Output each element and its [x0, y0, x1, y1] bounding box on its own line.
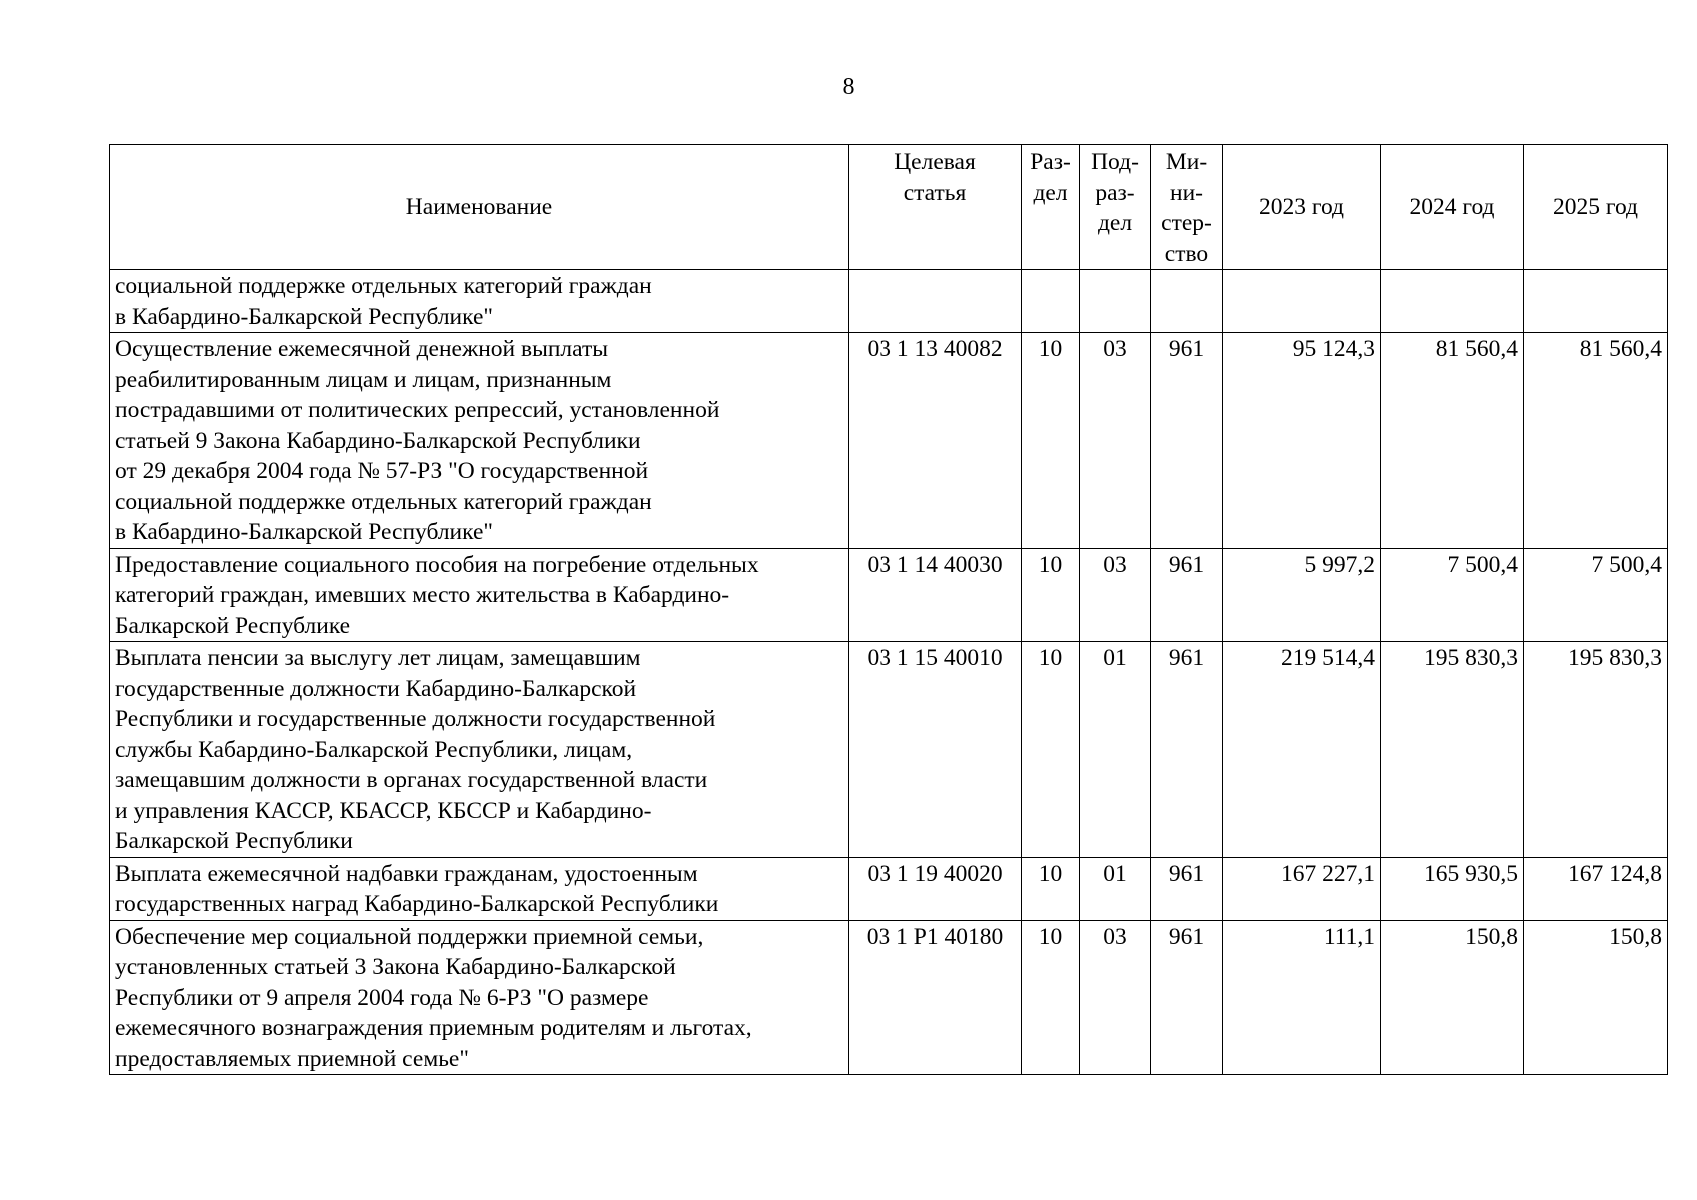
cell-2023: 95 124,3: [1223, 333, 1381, 549]
cell-name: [110, 642, 849, 858]
cell-section: 10: [1022, 548, 1080, 642]
cell-subsection: 03: [1080, 920, 1151, 1075]
cell-name-line: предоставляемых приемной семье": [115, 1045, 469, 1072]
cell-2024: [1381, 270, 1524, 333]
header-ministry-line: стер-: [1161, 210, 1212, 236]
cell-section: 10: [1022, 920, 1080, 1075]
header-section-line: дел: [1033, 179, 1068, 206]
budget-table: [109, 144, 1668, 1075]
cell-name: [110, 270, 849, 333]
cell-2025: 167 124,8: [1524, 857, 1668, 920]
cell-name-line: Осуществление ежемесячной денежной выплаты: [115, 336, 609, 362]
cell-ministry: 961: [1151, 333, 1223, 549]
cell-ministry: [1151, 270, 1223, 333]
cell-2024: 150,8: [1381, 920, 1524, 1075]
cell-2023: 167 227,1: [1223, 857, 1381, 920]
cell-2023: 111,1: [1223, 920, 1381, 1075]
cell-subsection: [1080, 270, 1151, 333]
cell-section: 10: [1022, 857, 1080, 920]
cell-2024: 165 930,5: [1381, 857, 1524, 920]
table-header-row: [110, 145, 1668, 270]
cell-name-line: статьей 9 Закона Кабардино-Балкарской Республики: [115, 427, 641, 454]
cell-name-line: Республики от 9 апреля 2004 года № 6-РЗ "О размере: [115, 984, 649, 1011]
header-2025: 2025 год: [1524, 145, 1668, 270]
cell-2023: 5 997,2: [1223, 548, 1381, 642]
cell-name-line: Выплата ежемесячной надбавки гражданам, удостоенным: [115, 860, 698, 887]
header-section-line: Раз-: [1030, 149, 1071, 175]
cell-subsection: 01: [1080, 857, 1151, 920]
table-row: [110, 548, 1668, 642]
cell-name-line: и управления КАССР, КБАССР, КБССР и Кабардино-: [115, 797, 652, 824]
cell-2023: [1223, 270, 1381, 333]
cell-name-line: от 29 декабря 2004 года № 57-РЗ "О государственной: [115, 458, 649, 484]
table-row: [110, 270, 1668, 333]
cell-2023: 219 514,4: [1223, 642, 1381, 858]
header-name: Наименование: [110, 145, 849, 270]
cell-target: [849, 270, 1022, 333]
header-2024: 2024 год: [1381, 145, 1524, 270]
header-ministry: [1151, 145, 1223, 270]
header-target-line: статья: [903, 179, 967, 206]
cell-name-line: Выплата пенсии за выслугу лет лицам, замещавшим: [115, 645, 641, 671]
cell-2025: [1524, 270, 1668, 333]
cell-name-line: социальной поддержке отдельных категорий граждан: [115, 488, 652, 515]
cell-name-line: замещавшим должности в органах государственной власти: [115, 767, 708, 793]
cell-2024: 195 830,3: [1381, 642, 1524, 858]
cell-name-line: службы Кабардино-Балкарской Республики, лицам,: [115, 736, 633, 763]
header-target: [849, 145, 1022, 270]
cell-2024: 7 500,4: [1381, 548, 1524, 642]
cell-ministry: 961: [1151, 857, 1223, 920]
cell-target: 03 1 19 40020: [849, 857, 1022, 920]
cell-name-line: пострадавшими от политических репрессий, установленной: [115, 397, 720, 423]
cell-subsection: 01: [1080, 642, 1151, 858]
cell-ministry: 961: [1151, 642, 1223, 858]
header-subsection-line: Под-: [1091, 149, 1139, 175]
cell-name-line: государственных наград Кабардино-Балкарской Республики: [115, 891, 719, 917]
cell-name-line: установленных статьей 3 Закона Кабардино-Балкарской: [115, 954, 676, 980]
cell-name-line: Обеспечение мер социальной поддержки приемной семьи,: [115, 923, 704, 950]
header-subsection-line: раз-: [1095, 179, 1135, 206]
cell-2025: 81 560,4: [1524, 333, 1668, 549]
cell-name-line: в Кабардино-Балкарской Республике": [115, 519, 493, 545]
cell-2025: 7 500,4: [1524, 548, 1668, 642]
cell-section: 10: [1022, 333, 1080, 549]
cell-name-line: Балкарской Республике: [115, 612, 351, 639]
cell-name-line: ежемесячного вознаграждения приемным родителям и льготах,: [115, 1015, 752, 1041]
table-row: [110, 920, 1668, 1075]
cell-ministry: 961: [1151, 548, 1223, 642]
table-row: [110, 857, 1668, 920]
header-2023: 2023 год: [1223, 145, 1381, 270]
cell-2024: 81 560,4: [1381, 333, 1524, 549]
cell-section: [1022, 270, 1080, 333]
cell-target: 03 1 13 40082: [849, 333, 1022, 549]
header-ministry-line: ство: [1164, 240, 1209, 267]
table-row: [110, 642, 1668, 858]
cell-2025: 195 830,3: [1524, 642, 1668, 858]
cell-ministry: 961: [1151, 920, 1223, 1075]
header-ministry-line: ни-: [1170, 179, 1203, 206]
cell-name-line: Республики и государственные должности государственной: [115, 706, 716, 732]
table-row: [110, 333, 1668, 549]
cell-name-line: реабилитированным лицам и лицам, признанным: [115, 366, 612, 393]
cell-name: [110, 333, 849, 549]
cell-name: [110, 548, 849, 642]
cell-2025: 150,8: [1524, 920, 1668, 1075]
cell-subsection: 03: [1080, 333, 1151, 549]
header-target-line: Целевая: [894, 149, 976, 175]
header-subsection: [1080, 145, 1151, 270]
header-ministry-line: Ми-: [1165, 149, 1208, 175]
cell-name-line: Предоставление социального пособия на погребение отдельных: [115, 551, 759, 578]
cell-name: [110, 857, 849, 920]
cell-name-line: категорий граждан, имевших место жительства в Кабардино-: [115, 582, 730, 608]
page-number: 8: [842, 74, 855, 100]
cell-name-line: Балкарской Республики: [115, 828, 353, 854]
header-subsection-line: дел: [1097, 210, 1133, 236]
cell-section: 10: [1022, 642, 1080, 858]
cell-name: [110, 920, 849, 1075]
cell-subsection: 03: [1080, 548, 1151, 642]
table-body: [110, 270, 1668, 1075]
cell-target: 03 1 15 40010: [849, 642, 1022, 858]
cell-name-line: социальной поддержке отдельных категорий граждан: [115, 273, 652, 299]
cell-target: 03 1 Р1 40180: [849, 920, 1022, 1075]
cell-name-line: государственные должности Кабардино-Балкарской: [115, 675, 637, 702]
header-section: [1022, 145, 1080, 270]
cell-target: 03 1 14 40030: [849, 548, 1022, 642]
cell-name-line: в Кабардино-Балкарской Республике": [115, 303, 493, 330]
